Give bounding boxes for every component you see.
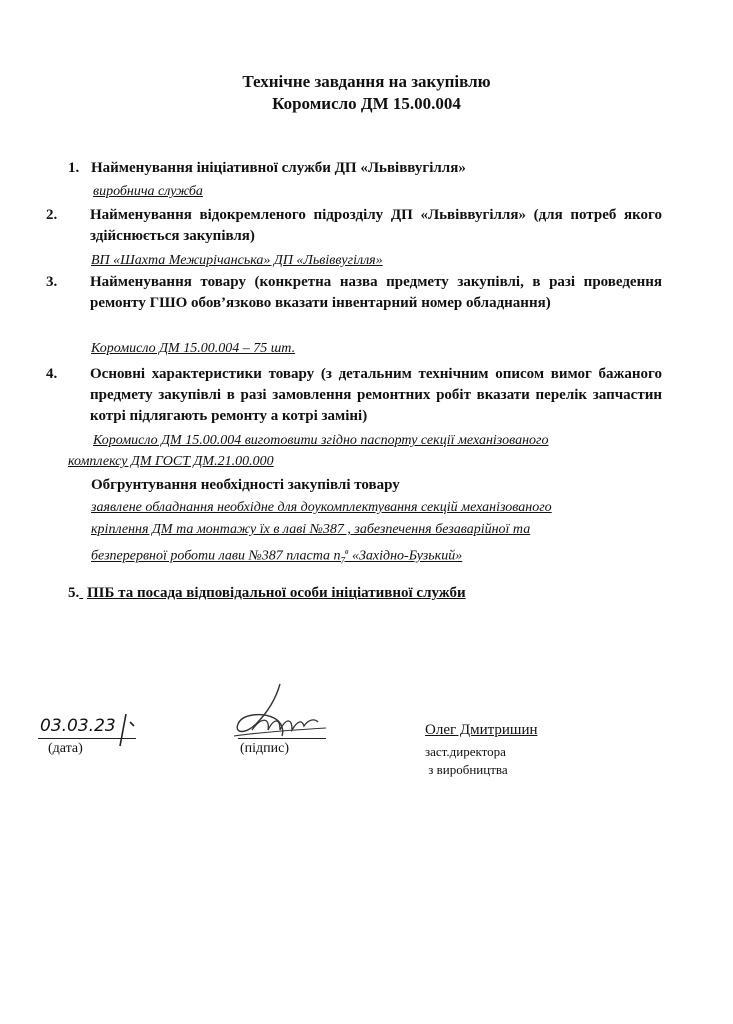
item5-heading bbox=[68, 583, 466, 604]
item5-number: 5. bbox=[68, 585, 80, 601]
date-line bbox=[38, 738, 136, 739]
item2-heading-text: Найменування відокремленого підрозділу ДП «Львіввугілля» (для потреб якого здійснюється закупівля) bbox=[90, 207, 662, 244]
justification-value-line2: кріплення ДМ та монтажу їх в лаві №387 , забезпечення безаварійної та bbox=[91, 522, 531, 537]
justification-value-line1: заявлене обладнання необхідне для доукомплектування секцій механізованого bbox=[91, 500, 552, 515]
item2-heading bbox=[46, 205, 662, 247]
handwritten-signature-image bbox=[222, 680, 330, 750]
item3-heading-text: Найменування товару (конкретна назва предмету закупівлі, в разі проведення ремонту ГШО обов’язково вказати інвентарний номер обладнання) bbox=[90, 274, 662, 311]
seam-index-sup: в bbox=[344, 547, 349, 556]
item2-number: 2. bbox=[46, 207, 58, 223]
item4-heading bbox=[46, 364, 662, 427]
signature-line bbox=[238, 738, 326, 739]
item3-heading bbox=[46, 272, 662, 314]
seam-index-sub: 7 bbox=[340, 555, 345, 566]
item1-number: 1. bbox=[68, 160, 80, 176]
item4-value-line2: комплексу ДМ ГОСТ ДМ.21.00.000 bbox=[68, 454, 274, 469]
item3-number: 3. bbox=[46, 274, 58, 290]
handwritten-date: 03.03.23 bbox=[40, 716, 116, 736]
item4-heading-text: Основні характеристики товару (з детальним технічним описом вимог бажаного предмету закупівлі в разі замовлення ремонтних робіт вказати перелік запчастин котрі підлягають ремонту а котрі заміні) bbox=[90, 366, 662, 424]
signature-label: (підпис) bbox=[240, 741, 290, 756]
item1-value: виробнича служба bbox=[93, 184, 203, 199]
item5-heading-text: ПІБ та посада відповідальної особи ініціативної служби bbox=[87, 585, 466, 601]
item2-value: ВП «Шахта Межирічанська» ДП «Львіввугілля» bbox=[91, 253, 383, 268]
justification-heading: Обгрунтування необхідності закупівлі товару bbox=[91, 477, 400, 493]
item4-number: 4. bbox=[46, 366, 58, 382]
justification-value-line3-a: безперервної роботи лави №387 пласта n bbox=[91, 548, 341, 564]
item3-value: Коромисло ДМ 15.00.004 – 75 шт. bbox=[91, 341, 296, 356]
justification-value-line3 bbox=[91, 541, 462, 571]
date-slash-mark bbox=[112, 712, 136, 748]
document-title: Технічне завдання на закупівлю bbox=[242, 72, 491, 91]
item1-heading bbox=[68, 158, 668, 179]
item1-heading-text: Найменування ініціативної служби ДП «Львіввугілля» bbox=[91, 160, 466, 176]
signer-position-line1: заст.директора bbox=[425, 744, 506, 759]
item4-value-line1: Коромисло ДМ 15.00.004 виготовити згідно паспорту секції механізованого bbox=[93, 433, 549, 448]
document-subtitle: Коромисло ДМ 15.00.004 bbox=[272, 94, 461, 113]
signer-name: Олег Дмитришин bbox=[425, 722, 538, 738]
date-label: (дата) bbox=[48, 741, 83, 756]
justification-value-line3-b: «Західно-Бузький» bbox=[348, 548, 463, 564]
signer-position-line2: з виробництва bbox=[425, 762, 508, 777]
